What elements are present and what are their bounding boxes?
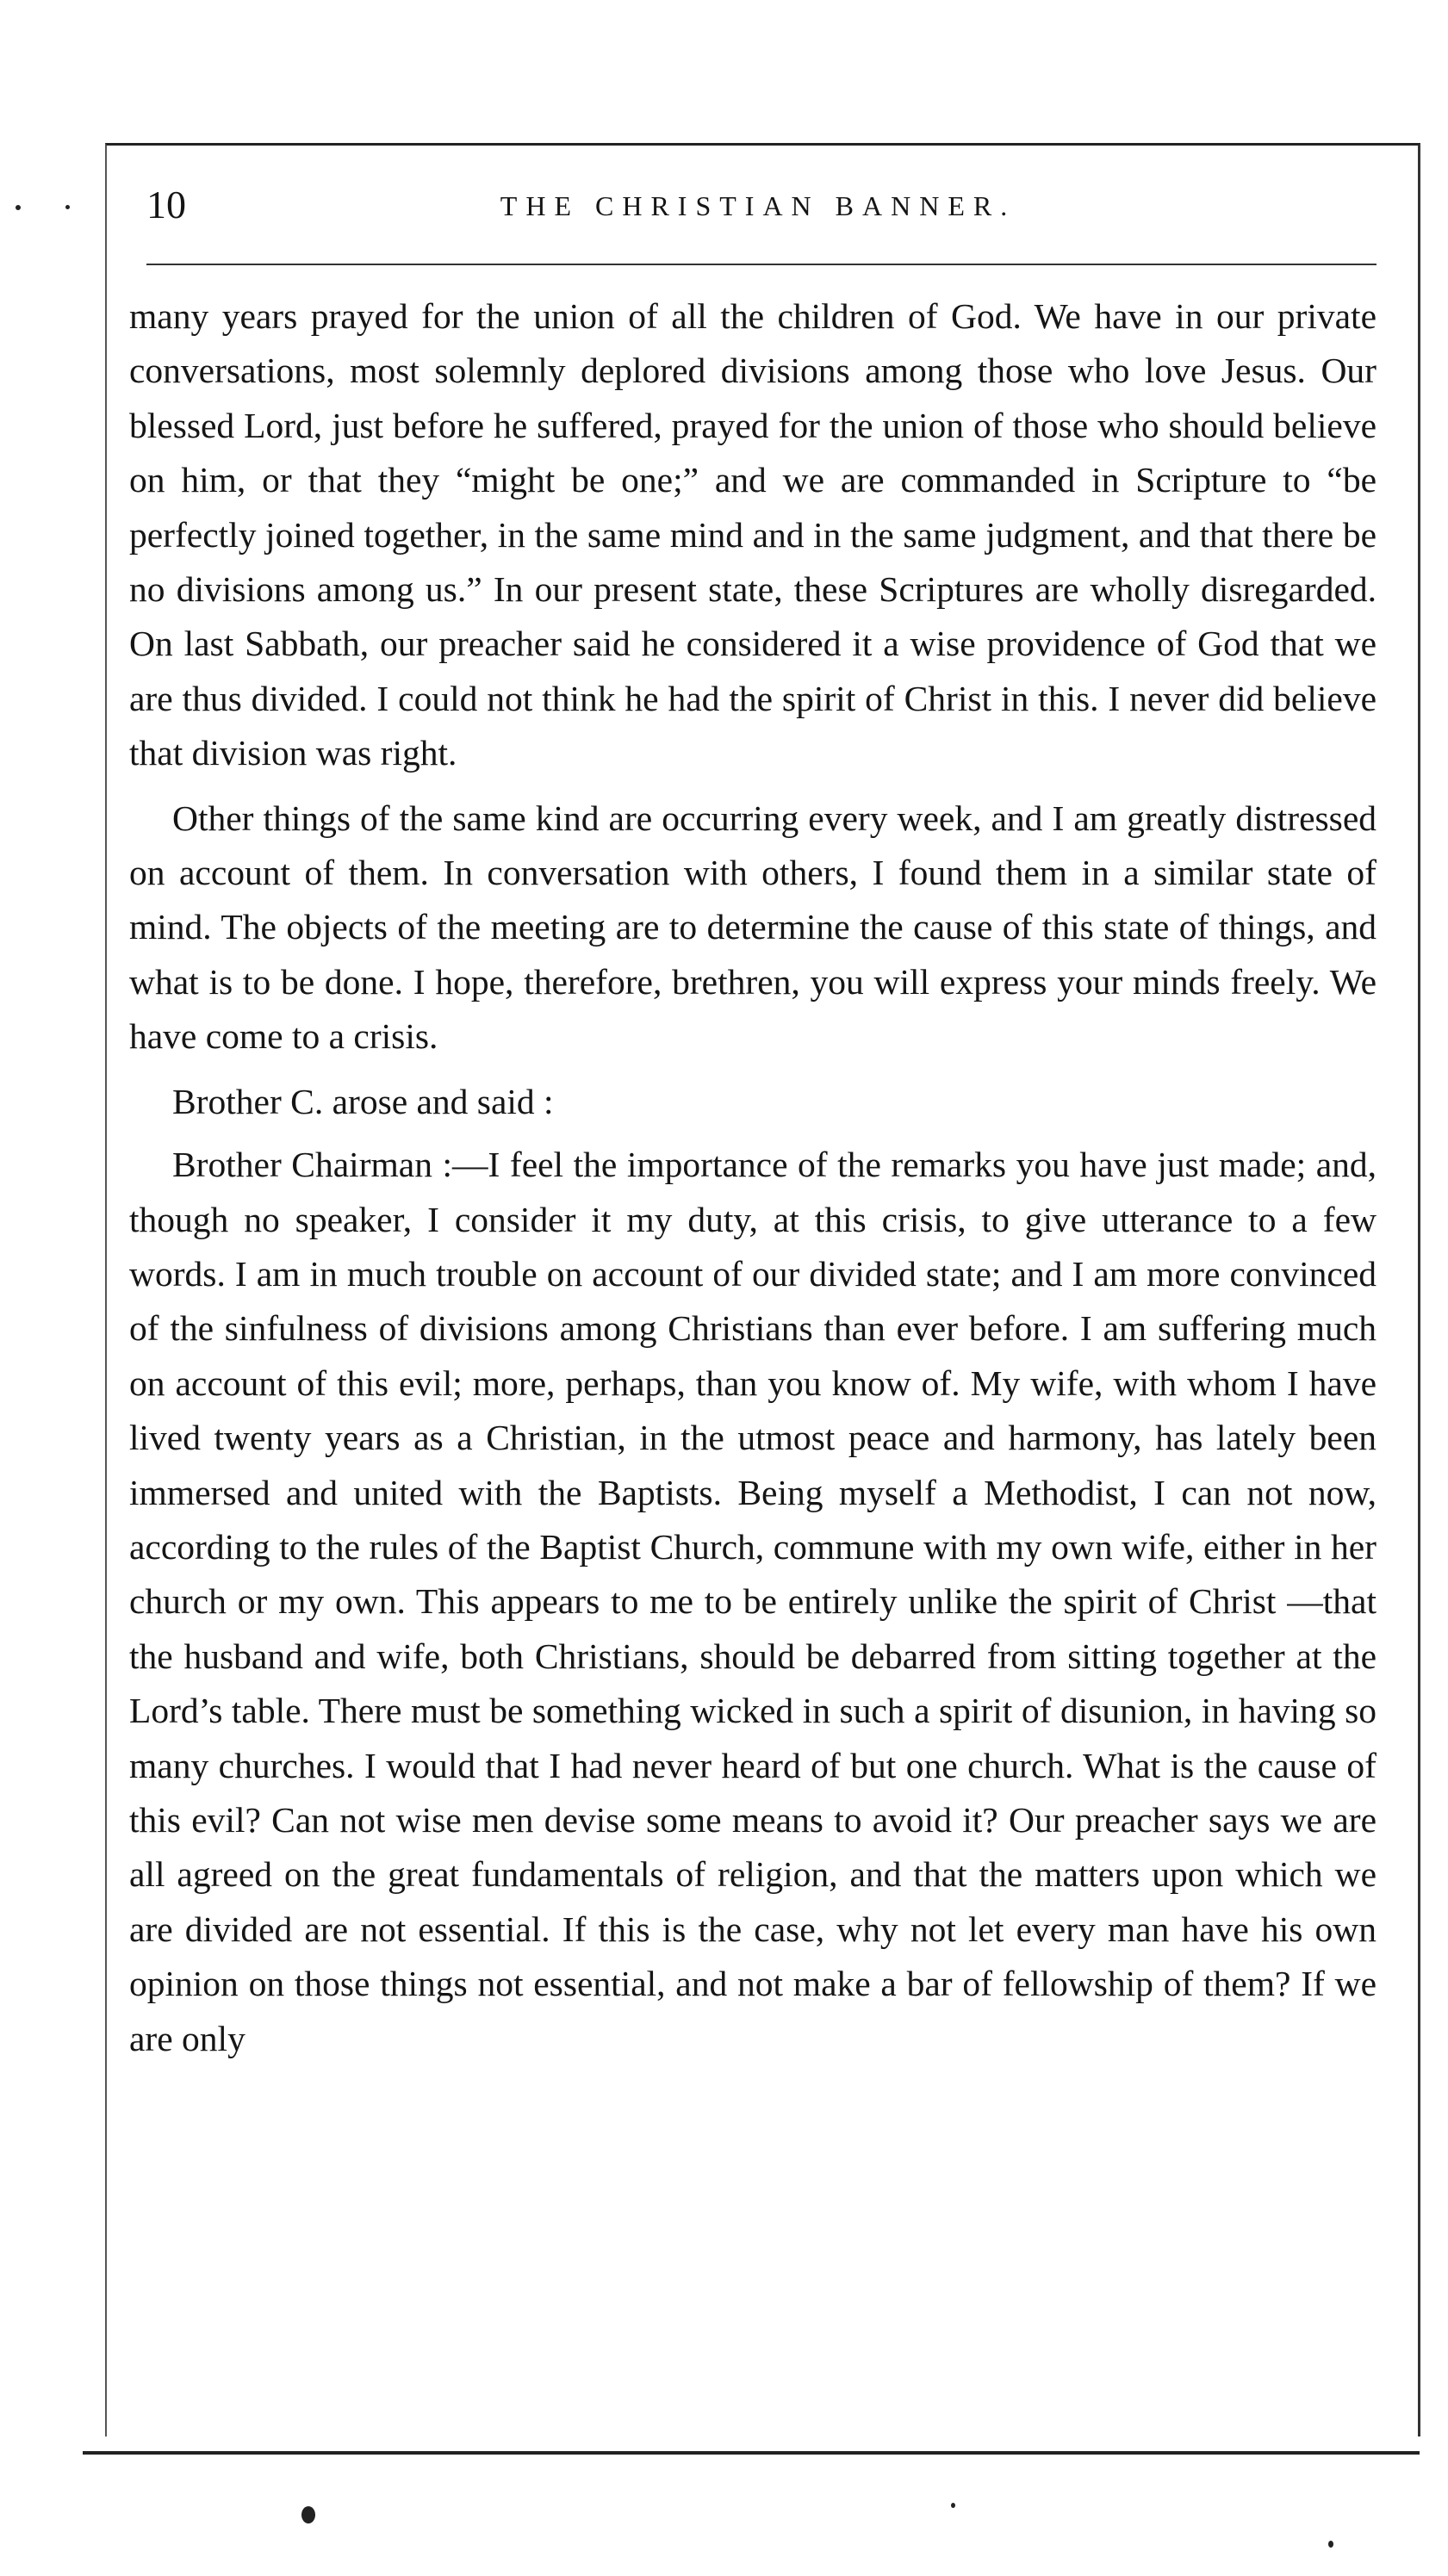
- header-rule: [146, 264, 1377, 265]
- ink-speck: [1328, 2541, 1333, 2548]
- paragraph-2: Other things of the same kind are occurring every week, and I am greatly distressed on account of them. In conversation with others, I found them in a similar state of mind. The objects of the meeting are to determine the cause of this state of things, and what is to be done. I hope, therefore, brethren, you will express your minds freely. We have come to a crisis.: [129, 798, 1377, 1057]
- page-header: [146, 179, 1370, 239]
- body-text: [129, 289, 1377, 2076]
- ink-speck: [301, 2506, 315, 2523]
- running-title: THE CHRISTIAN BANNER.: [500, 190, 1016, 221]
- paragraph-3: Brother C. arose and said :: [172, 1081, 554, 1121]
- ink-speck: [16, 205, 21, 210]
- ink-speck: [65, 205, 70, 209]
- ink-speck: [951, 2503, 955, 2508]
- paragraph-1: many years prayed for the union of all the children of God. We have in our private conversations, most solemnly deplored divisions among those who love Jesus. Our blessed Lord, just before he suffered, prayed for the union of those who should believe on him, or that they “might be one;” and we are commanded in Scripture to “be perfectly joined together, in the same mind and in the same judgment, and that there be no divisions among us.” In our present state, these Scriptures are wholly disregarded. On last Sabbath, our preacher said he considered it a wise providence of God that we are thus divided. I could not think he had the spirit of Christ in this. I never did believe that division was right.: [129, 296, 1377, 773]
- bottom-rule: [83, 2451, 1420, 2455]
- page-number: 10: [146, 183, 186, 227]
- paragraph-4: Brother Chairman :—I feel the importance of the remarks you have just made; and, though no speaker, I consider it my duty, at this crisis, to give utterance to a few words. I am in much trouble on account of our divided state; and I am more convinced of the sinfulness of divisions among Christians than ever before. I am suffering much on account of this evil; more, perhaps, than you know of. My wife, with whom I have lived twenty years as a Christian, in the utmost peace and harmony, has lately been immersed and united with the Baptists. Being myself a Methodist, I can not now, according to the rules of the Baptist Church, commune with my own wife, either in her church or my own. This appears to me to be entirely unlike the spirit of Christ —that the husband and wife, both Christians, should be debarred from sitting together at the Lord’s table. There must be something wicked in such a spirit of disunion, in having so many churches. I would that I had never heard of but one church. What is the cause of this evil? Can not wise men devise some means to avoid it? Our preacher says we are all agreed on the great fundamentals of religion, and that the matters upon which we are divided are not essential. If this is the case, why not let every man have his own opinion on those things not essential, and not make a bar of fellowship of them? If we are only: [129, 1145, 1377, 2058]
